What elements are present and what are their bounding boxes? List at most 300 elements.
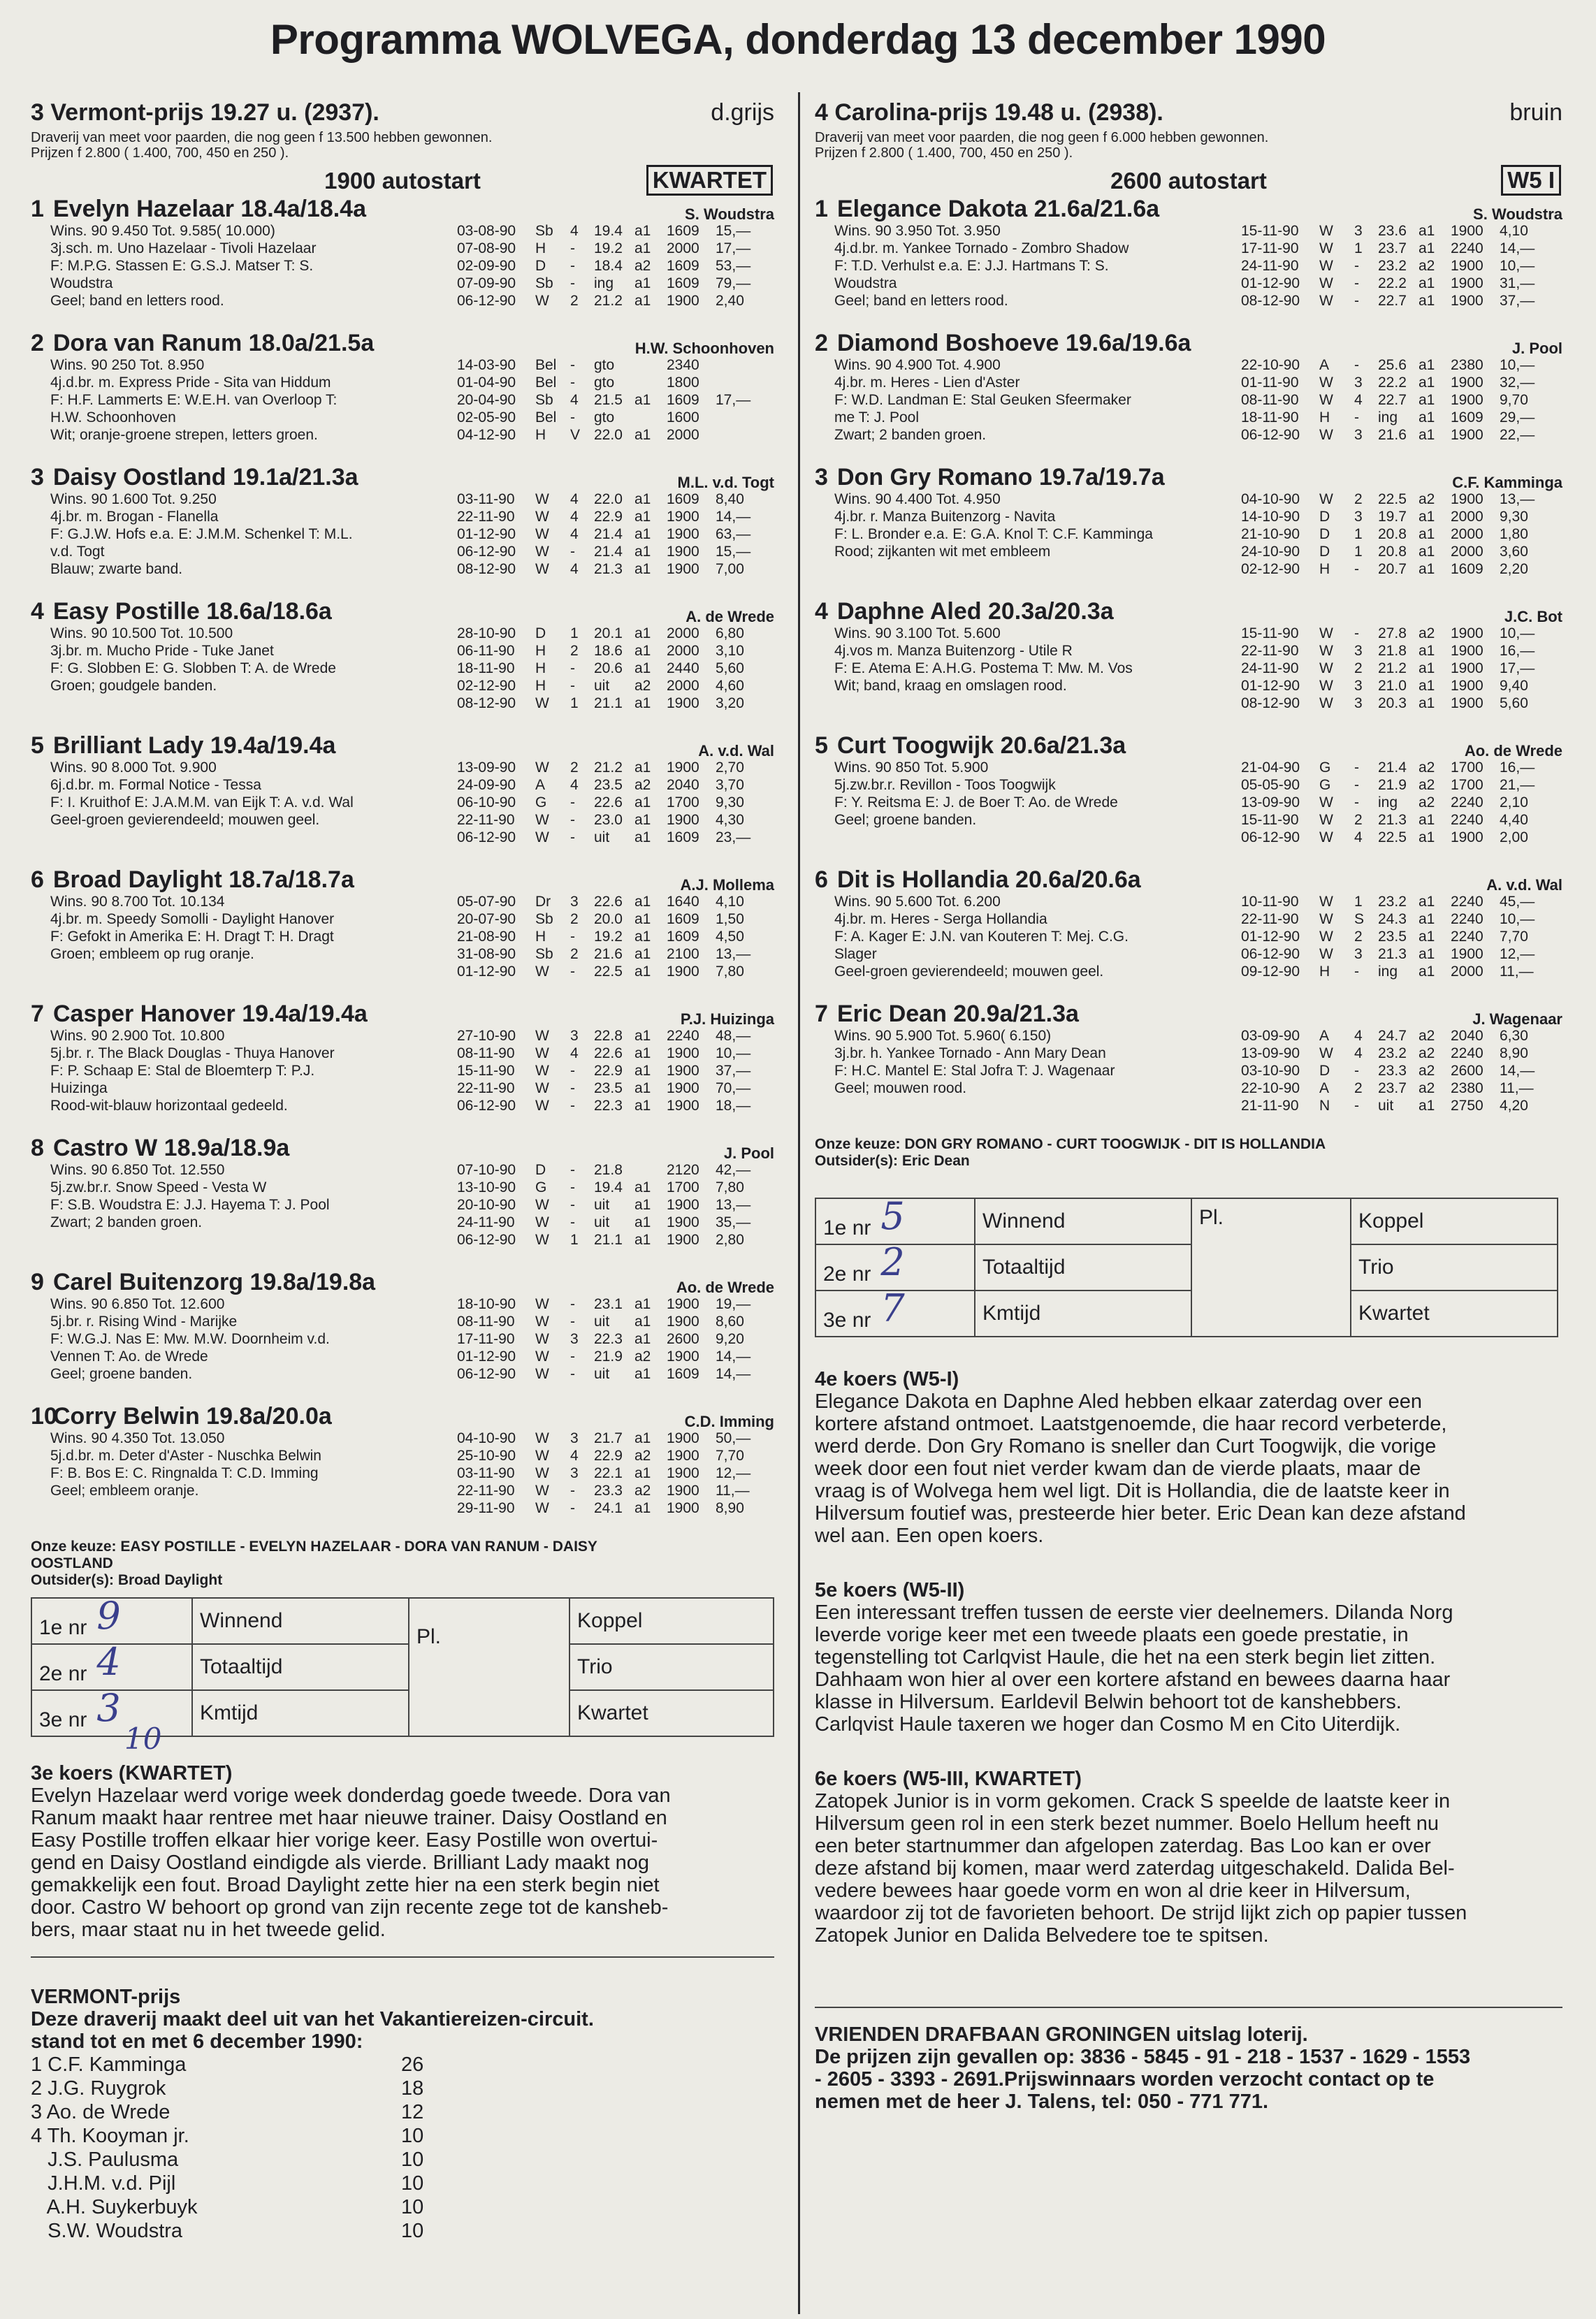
entry-header [815,732,1562,759]
run-cell: 19.7 [1378,509,1407,525]
info-line: Wins. 90 10.500 Tot. 10.500 [50,625,233,641]
run-row [457,525,774,543]
standings-row [31,2219,774,2243]
run-cell: 23.0 [594,812,623,828]
standings-points: 10 [401,2149,424,2171]
run-row [457,1027,774,1045]
entry-header [31,1001,774,1027]
run-cell: W [1319,1045,1333,1061]
run-cell: 16,— [1500,759,1535,776]
run-row [457,1295,774,1313]
standings-points: 10 [401,2125,424,2147]
horse-entry[interactable] [815,866,1562,980]
run-cell: 10,— [716,1045,751,1061]
article-line: tegenstelling tot Carlqvist Haule, die het na een sterk begin liet zitten. [815,1646,1436,1669]
run-cell: 22.0 [594,491,623,507]
info-line: me T: J. Pool [834,409,919,426]
run-cell: a1 [1419,894,1435,910]
run-cell: 1900 [667,1296,699,1312]
run-cell: - [570,1500,575,1516]
run-cell: a1 [1419,223,1435,239]
run-row [1241,625,1562,642]
standings-row [31,2195,774,2219]
run-row [457,1214,774,1231]
run-row [457,240,774,257]
info-line: 5j.d.br. m. Deter d'Aster - Nuschka Belwin [50,1448,321,1464]
run-cell: - [1354,625,1359,641]
run-row [1241,426,1562,444]
run-cell: - [1354,357,1359,373]
recent-runs [457,893,774,980]
article-line: gemakkelijk een fout. Broad Daylight zette hier na een sterk begin niet [31,1874,660,1896]
race-conditions: Draverij van meet voor paarden, die nog geen f 13.500 hebben gewonnen. [31,130,493,145]
info-line: Wins. 90 8.700 Tot. 10.134 [50,894,225,910]
race-header [815,96,1562,130]
info-line: F: S.B. Woudstra E: J.J. Hayema T: J. Pool [50,1197,330,1213]
info-line: Wins. 90 6.850 Tot. 12.550 [50,1162,225,1178]
info-line: F: W.G.J. Nas E: Mw. M.W. Doornheim v.d. [50,1331,330,1347]
bet-second[interactable] [815,1240,975,1291]
start-number: 4 [815,598,828,625]
info-line: F: M.P.G. Stassen E: G.S.J. Matser T: S. [50,258,314,274]
info-line: H.W. Schoonhoven [50,409,176,426]
run-cell: Bel [535,375,557,391]
run-cell: D [535,258,546,274]
run-cell: 01-12-90 [457,526,516,542]
run-row [1241,660,1562,677]
run-cell: H [535,643,546,659]
run-cell: 03-10-90 [1241,1063,1300,1079]
run-cell: 4 [570,392,579,408]
standings-date: stand tot en met 6 december 1990: [31,2030,363,2053]
handwritten-number: 4 [96,1639,121,1684]
run-cell: 1900 [1451,491,1483,507]
horse-name: Elegance Dakota 21.6a/21.6a [837,196,1160,222]
run-cell: a1 [634,1465,651,1481]
article-line: wel aan. Een open koers. [815,1525,1044,1547]
bet-first[interactable] [31,1593,192,1644]
run-cell: a2 [634,678,651,694]
lottery-line: De prijzen zijn gevallen op: 3836 - 5845 - 91 - 218 - 1537 - 1629 - 1553 [815,2046,1471,2068]
run-cell: W [1319,258,1333,274]
info-line: Rood-wit-blauw horizontaal gedeeld. [50,1098,288,1114]
recent-runs [457,1161,774,1249]
our-choice: Onze keuze: EASY POSTILLE - EVELYN HAZELAAR - DORA VAN RANUM - DAISY [31,1539,597,1555]
entry-body [815,625,1562,712]
run-cell: 2000 [667,427,699,443]
entry-header [31,866,774,893]
run-cell: 3 [1354,678,1363,694]
entry-header [31,196,774,222]
run-cell: 1900 [1451,625,1483,641]
entry-body [31,356,774,444]
article-line: bers, maar staat nu in het tweede gelid. [31,1919,386,1941]
run-cell: 21.6 [594,946,623,962]
run-row [457,677,774,695]
run-cell: 08-11-90 [457,1314,515,1330]
run-cell: 4 [1354,392,1363,408]
horse-entry[interactable] [31,1135,774,1249]
run-cell: 1700 [667,794,699,810]
run-cell: 22.9 [594,1063,623,1079]
standings-name: S.W. Woudstra [31,2220,183,2242]
run-cell: 03-11-90 [457,491,515,507]
run-row [1241,695,1562,712]
run-cell: a2 [1419,1045,1435,1061]
run-row [1241,893,1562,910]
run-row [457,829,774,846]
run-cell: a2 [1419,794,1435,810]
run-cell: 2,40 [716,293,744,309]
trainer-name: S. Woudstra [1473,205,1562,223]
horse-entry[interactable] [31,196,774,310]
run-cell: a1 [1419,357,1435,373]
horse-info [50,625,463,695]
run-cell: 15,— [716,223,751,239]
run-cell: 22-10-90 [1241,1080,1300,1096]
run-row [457,490,774,508]
run-cell: 4 [1354,829,1363,845]
handwritten-number: 2 [880,1240,905,1284]
run-cell: 23.2 [1378,1045,1407,1061]
run-cell: 08-12-90 [457,561,516,577]
bet-kwartet: Kwartet [570,1690,774,1736]
run-cell: 4 [570,509,579,525]
info-line: Blauw; zwarte band. [50,561,183,577]
run-cell: a1 [634,929,651,945]
horse-name-line [815,1001,1079,1028]
run-cell: 3,20 [716,695,744,711]
run-cell: 9,30 [716,794,744,810]
run-cell: uit [594,1314,610,1330]
run-cell: 12,— [1500,946,1535,962]
article-heading: 3e koers (KWARTET) [31,1762,233,1784]
recent-runs [457,759,774,846]
info-line: Groen; goudgele banden. [50,678,217,694]
run-cell: 2000 [1451,544,1483,560]
horse-entry[interactable] [31,1001,774,1114]
info-line: F: B. Bos E: C. Ringnalda T: C.D. Imming [50,1465,319,1481]
standings-row [31,2053,774,2077]
horse-entry[interactable] [31,1269,774,1383]
run-cell: G [1319,759,1331,776]
run-row [457,1196,774,1214]
info-line: Wins. 90 250 Tot. 8.950 [50,357,205,373]
run-cell: 2750 [1451,1098,1483,1114]
horse-entry[interactable] [31,732,774,846]
run-cell: - [570,929,575,945]
horse-entry[interactable] [31,330,774,444]
run-cell: 01-12-90 [457,964,516,980]
run-cell: 08-11-90 [457,1045,515,1061]
entry-body [31,222,774,310]
run-cell: 21-10-90 [1241,526,1300,542]
entry-body [31,625,774,712]
horse-info [50,222,463,310]
horse-name-line [31,732,335,759]
horse-entry[interactable] [31,1403,774,1517]
run-cell: W [535,1214,549,1230]
info-line: F: A. Kager E: J.N. van Kouteren T: Mej. C.G. [834,929,1129,945]
run-cell: G [535,1179,547,1195]
run-cell: A [1319,357,1330,373]
run-row [457,356,774,374]
start-number: 10 [31,1403,57,1430]
entry-list [815,196,1562,1114]
article-line: klasse in Hilversum. Earldevil Belwin behoort tot de kanshebbers. [815,1691,1402,1713]
run-cell: a2 [1419,491,1435,507]
bet-type-badge: KWARTET [646,165,773,196]
run-cell: 50,— [716,1430,751,1446]
horse-entry[interactable] [31,598,774,712]
bet-label: 1e nr [39,1615,87,1639]
run-cell: 17,— [1500,660,1535,676]
run-cell: 1900 [667,759,699,776]
run-cell: 4 [570,526,579,542]
run-cell: 14-10-90 [1241,509,1300,525]
run-cell: 23.5 [594,1080,623,1096]
race-title: 3 Vermont-prijs 19.27 u. (2937). [31,99,379,126]
run-cell: a2 [1419,759,1435,776]
run-row [457,1464,774,1482]
horse-info [50,490,463,578]
article-line: door. Castro W behoort op grond van zijn recente zege tot de kansheb- [31,1896,669,1919]
run-cell: - [570,544,575,560]
run-cell: - [570,1179,575,1195]
run-cell: W [535,812,549,828]
horse-name-line [815,330,1191,357]
run-cell: W [535,1314,549,1330]
run-cell: 1900 [667,1314,699,1330]
run-cell: 4,60 [716,678,744,694]
standings-list [31,2053,774,2243]
run-cell: 1609 [667,275,699,291]
article [815,1768,1562,1947]
run-cell: 01-12-90 [1241,275,1300,291]
info-line: Wins. 90 3.950 Tot. 3.950 [834,223,1001,239]
entry-header [31,598,774,625]
run-cell: 22-11-90 [457,1080,515,1096]
run-cell: 06-12-90 [457,1366,516,1382]
info-line: Wit; band, kraag en omslagen rood. [834,678,1067,694]
bet-kmtijd: Kmtijd [975,1291,1191,1337]
start-number: 6 [31,866,44,893]
entry-header [31,1269,774,1295]
run-row [457,543,774,560]
bet-third[interactable] [31,1685,192,1756]
run-cell: a1 [1419,240,1435,256]
horse-entry[interactable] [31,464,774,578]
run-cell: 21-04-90 [1241,759,1300,776]
run-cell: a1 [1419,275,1435,291]
run-cell: 17-11-90 [1241,240,1299,256]
run-cell: 21.0 [1378,678,1407,694]
run-cell: 06-12-90 [457,1232,516,1248]
run-cell: 04-10-90 [457,1430,516,1446]
info-line: Wins. 90 5.600 Tot. 6.200 [834,894,1001,910]
run-cell: W [1319,392,1333,408]
run-cell: W [1319,643,1333,659]
run-cell: 1900 [1451,946,1483,962]
horse-entry[interactable] [815,598,1562,712]
run-cell: Bel [535,357,557,373]
run-cell: 1900 [1451,258,1483,274]
run-cell: gto [594,409,615,426]
run-cell: 2600 [1451,1063,1483,1079]
run-cell: a1 [1419,526,1435,542]
run-cell: A [1319,1080,1330,1096]
horse-entry[interactable] [815,330,1562,444]
recent-runs [457,222,774,310]
horse-entry[interactable] [815,196,1562,310]
trainer-name: J.C. Bot [1504,608,1562,625]
run-cell: D [535,625,546,641]
run-cell: W [1319,678,1333,694]
bet-place: Pl. [1191,1198,1351,1337]
run-row [457,1179,774,1196]
bet-label: 1e nr [823,1216,871,1240]
entry-body [815,759,1562,846]
run-cell: - [570,829,575,845]
info-line: Zwart; 2 banden groen. [50,1214,203,1230]
run-cell: W [535,1500,549,1516]
info-line: Geel-groen gevierendeeld; mouwen geel. [834,964,1104,980]
run-cell: 23.7 [1378,240,1407,256]
bet-totaaltijd: Totaaltijd [192,1644,409,1690]
bet-type-badge: W5 I [1501,165,1561,196]
our-choice: Onze keuze: DON GRY ROMANO - CURT TOOGWIJK - DIT IS HOLLANDIA [815,1136,1326,1152]
handwritten-number: 3 [96,1685,121,1730]
run-cell: 10,— [1500,357,1535,373]
recent-runs [457,1295,774,1383]
recent-runs [1241,625,1562,712]
run-cell: - [570,275,575,291]
horse-entry[interactable] [815,464,1562,578]
run-cell: - [570,1214,575,1230]
run-cell: - [570,964,575,980]
run-cell: 18,— [716,1098,751,1114]
trainer-name: M.L. v.d. Togt [677,474,774,491]
run-cell: 3 [1354,643,1363,659]
start-number: 6 [815,866,828,893]
run-cell: 4,50 [716,929,744,945]
handwritten-number: 7 [880,1286,905,1330]
run-cell: 15-11-90 [1241,625,1299,641]
horse-info [834,893,1247,980]
run-cell: 2000 [1451,509,1483,525]
entry-header [31,1403,774,1430]
info-line: 3j.br. h. Yankee Tornado - Ann Mary Dean [834,1045,1106,1061]
run-cell: a1 [634,293,651,309]
run-cell: 3 [1354,509,1363,525]
run-cell: 4 [1354,1045,1363,1061]
run-cell: a1 [1419,1098,1435,1114]
run-cell: - [1354,275,1359,291]
info-line: Wins. 90 850 Tot. 5.900 [834,759,989,776]
run-cell: 4,40 [1500,812,1528,828]
run-cell: 06-11-90 [457,643,515,659]
run-cell: 05-07-90 [457,894,516,910]
start-number: 7 [815,1001,828,1027]
run-cell: 3 [570,1331,579,1347]
run-row [457,660,774,677]
entry-header [815,196,1562,222]
run-cell: 1900 [667,544,699,560]
run-cell: 1,50 [716,911,744,927]
bet-second[interactable] [31,1639,192,1690]
run-cell: - [570,1366,575,1382]
info-line: Slager [834,946,877,962]
outsiders: Outsider(s): Eric Dean [815,1153,970,1169]
run-cell: a2 [1419,625,1435,641]
run-cell: a1 [634,660,651,676]
info-line: Wins. 90 9.450 Tot. 9.585( 10.000) [50,223,275,239]
horse-entry[interactable] [31,866,774,980]
run-cell: 20-04-90 [457,392,516,408]
run-row [457,1062,774,1079]
run-cell: a1 [634,794,651,810]
run-cell: 22.8 [594,1028,623,1044]
run-cell: 9,40 [1500,678,1528,694]
run-cell: 1900 [667,1430,699,1446]
entry-body [815,222,1562,310]
run-cell: a1 [634,561,651,577]
recent-runs [1241,759,1562,846]
info-line: 5j.zw.br.r. Revillon - Toos Toogwijk [834,777,1056,793]
run-cell: 23,— [716,829,751,845]
run-cell: 1 [1354,526,1363,542]
run-row [457,1330,774,1348]
bet-kmtijd: Kmtijd [192,1690,409,1736]
horse-name: Eric Dean 20.9a/21.3a [837,1001,1079,1027]
run-cell: a1 [634,544,651,560]
horse-info [834,490,1247,560]
run-cell: 4,10 [1500,223,1528,239]
start-number: 8 [31,1135,44,1161]
horse-name-line [31,1135,289,1162]
run-cell: W [1319,894,1333,910]
run-cell: a1 [1419,695,1435,711]
bet-third[interactable] [815,1286,975,1337]
run-cell: 01-11-90 [1241,375,1299,391]
run-cell: 21-11-90 [1241,1098,1299,1114]
horse-entry[interactable] [815,732,1562,846]
run-cell: 2240 [1451,812,1483,828]
handwritten-number: 10 [124,1722,162,1756]
horse-entry[interactable] [815,1001,1562,1114]
run-cell: 79,— [716,275,751,291]
run-cell: 2600 [667,1331,699,1347]
handwritten-number: 5 [880,1193,905,1238]
run-row [1241,1027,1562,1045]
run-cell: 19.4 [594,223,623,239]
info-line: Geel-groen gevierendeeld; mouwen geel. [50,812,320,828]
info-line: F: G.J.W. Hofs e.a. E: J.M.M. Schenkel T: M.L. [50,526,353,542]
run-cell: 22-10-90 [1241,357,1300,373]
start-type: 2600 autostart [1110,168,1267,194]
trainer-name: A.J. Mollema [680,876,774,894]
run-cell: 19,— [716,1296,751,1312]
run-cell: 2040 [1451,1028,1483,1044]
run-cell: 13,— [716,1197,751,1213]
bet-first[interactable] [815,1193,975,1244]
article-line: een beter startnummer dan afgelopen zaterdag. Bas Loo kan er over [815,1835,1431,1857]
run-cell: a1 [634,812,651,828]
info-line: Wins. 90 3.100 Tot. 5.600 [834,625,1001,641]
lottery-line: - 2605 - 3393 - 2691.Prijswinnaars worden verzocht contact op te [815,2068,1435,2091]
run-cell: 21.4 [594,544,623,560]
run-cell: 22,— [1500,427,1535,443]
